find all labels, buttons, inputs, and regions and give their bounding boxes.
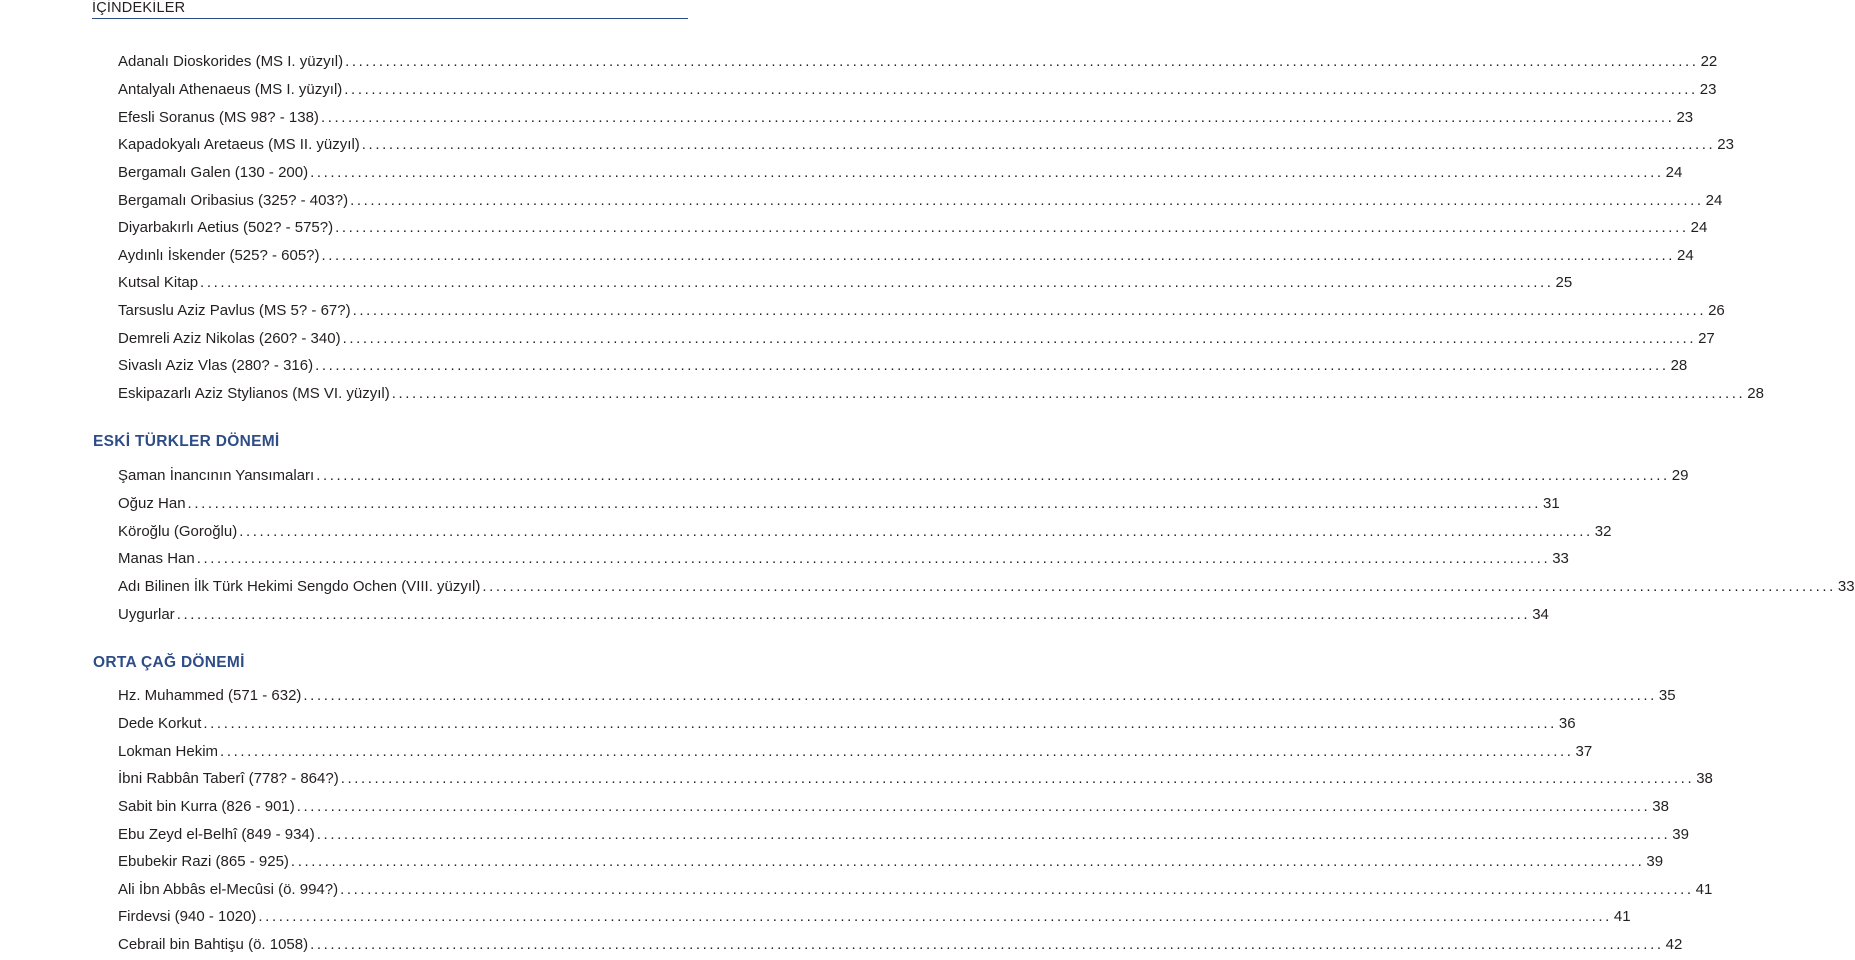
running-head xyxy=(92,0,688,19)
dot-leader: ........................................................................................................................................................................................................ xyxy=(176,606,1531,623)
dot-leader: ........................................................................................................................................................................................................ xyxy=(310,164,1664,181)
dot-leader: ........................................................................................................................................................................................................ xyxy=(303,687,1657,704)
toc-entry-page: 38 xyxy=(1652,798,1669,815)
toc-entry[interactable] xyxy=(118,191,1723,211)
toc-entry-title: Uygurlar xyxy=(118,606,175,623)
dot-leader: ........................................................................................................................................................................................................ xyxy=(335,219,1689,236)
toc-entry-title: Sivaslı Aziz Vlas (280? - 316) xyxy=(118,357,314,374)
toc-entry-title: Aydınlı İskender (525? - 605?) xyxy=(118,247,320,264)
dot-leader: ........................................................................................................................................................................................................ xyxy=(345,53,1699,70)
dot-leader: ........................................................................................................................................................................................................ xyxy=(350,192,1704,209)
toc-entry[interactable] xyxy=(118,769,1713,789)
toc-entry-page: 29 xyxy=(1671,467,1689,484)
toc-entry-page: 35 xyxy=(1658,687,1676,704)
toc-entry-title: Cebrail bin Bahtişu (ö. 1058) xyxy=(118,936,309,953)
toc-entry-page: 28 xyxy=(1747,385,1764,402)
toc-entry-title: Kutsal Kitap xyxy=(118,274,199,291)
toc-entry-title: Demreli Aziz Nikolas (260? - 340) xyxy=(118,330,341,347)
toc-entry-page: 39 xyxy=(1672,826,1689,843)
toc-entry-title: Sabit bin Kurra (826 - 901) xyxy=(118,798,295,815)
toc-entry-title: Kapadokyalı Aretaeus (MS II. yüzyıl) xyxy=(118,136,360,153)
toc-entry-page: 24 xyxy=(1665,164,1683,181)
dot-leader: ........................................................................................................................................................................................................ xyxy=(340,881,1694,898)
toc-entry[interactable] xyxy=(118,605,1549,625)
toc-entry-page: 26 xyxy=(1708,302,1725,319)
toc-entry[interactable] xyxy=(118,577,1855,597)
toc-entry-page: 28 xyxy=(1670,357,1688,374)
toc-entry-page: 23 xyxy=(1676,109,1694,126)
toc-entry-page: 33 xyxy=(1552,550,1569,567)
toc-entry[interactable] xyxy=(118,384,1764,404)
dot-leader: ........................................................................................................................................................................................................ xyxy=(316,826,1671,843)
toc-entry-page: 33 xyxy=(1837,578,1855,595)
toc-entry-title: Lokman Hekim xyxy=(118,743,219,760)
toc-entry[interactable] xyxy=(118,714,1576,734)
dot-leader: ........................................................................................................................................................................................................ xyxy=(344,81,1698,98)
toc-entry-page: 22 xyxy=(1700,53,1718,70)
dot-leader: ........................................................................................................................................................................................................ xyxy=(352,302,1707,319)
toc-entry-page: 39 xyxy=(1646,853,1664,870)
toc-entry-page: 24 xyxy=(1705,192,1723,209)
dot-leader: ........................................................................................................................................................................................................ xyxy=(320,109,1675,126)
toc-entry[interactable] xyxy=(118,825,1689,845)
toc-entry-page: 24 xyxy=(1677,247,1694,264)
toc-entry-page: 41 xyxy=(1613,908,1631,925)
toc-entry[interactable] xyxy=(118,218,1708,238)
dot-leader: ........................................................................................................................................................................................................ xyxy=(258,908,1612,925)
toc-entry[interactable] xyxy=(118,494,1560,514)
toc-entry-page: 27 xyxy=(1698,330,1715,347)
toc-entry-title: İbni Rabbân Taberî (778? - 864?) xyxy=(118,770,339,787)
toc-entry[interactable] xyxy=(118,80,1717,100)
toc-entry-page: 38 xyxy=(1696,770,1713,787)
toc-entry[interactable] xyxy=(118,108,1694,128)
toc-entry-title: Ali İbn Abbâs el-Mecûsi (ö. 994?) xyxy=(118,881,339,898)
toc-entry-page: 41 xyxy=(1695,881,1713,898)
dot-leader: ........................................................................................................................................................................................................ xyxy=(239,523,1593,540)
toc-entry-page: 37 xyxy=(1575,743,1593,760)
toc-entry-title: Eskipazarlı Aziz Stylianos (MS VI. yüzyıl) xyxy=(118,385,390,402)
toc-entry-title: Hz. Muhammed (571 - 632) xyxy=(118,687,302,704)
toc-entry-page: 24 xyxy=(1690,219,1708,236)
toc-entry-title: Adanalı Dioskorides (MS I. yüzyıl) xyxy=(118,53,344,70)
toc-entry-title: Köroğlu (Goroğlu) xyxy=(118,523,238,540)
dot-leader: ........................................................................................................................................................................................................ xyxy=(220,743,1574,760)
toc-entry-page: 31 xyxy=(1543,495,1560,512)
section-heading: ORTA ÇAĞ DÖNEMİ xyxy=(93,654,245,671)
toc-entry-page: 23 xyxy=(1699,81,1717,98)
toc-entry-title: Oğuz Han xyxy=(118,495,186,512)
toc-entry-title: Efesli Soranus (MS 98? - 138) xyxy=(118,109,319,126)
toc-entry-title: Ebu Zeyd el-Belhî (849 - 934) xyxy=(118,826,315,843)
dot-leader: ........................................................................................................................................................................................................ xyxy=(290,853,1645,870)
toc-entry-title: Bergamalı Oribasius (325? - 403?) xyxy=(118,192,349,209)
dot-leader: ........................................................................................................................................................................................................ xyxy=(482,578,1836,595)
dot-leader: ........................................................................................................................................................................................................ xyxy=(196,550,1551,567)
toc-entry-title: Dede Korkut xyxy=(118,715,202,732)
toc-entry-title: Adı Bilinen İlk Türk Hekimi Sengdo Ochen (VIII. yüzyıl) xyxy=(118,578,481,595)
dot-leader: ........................................................................................................................................................................................................ xyxy=(340,770,1695,787)
toc-entry[interactable] xyxy=(118,935,1683,955)
toc-entry[interactable] xyxy=(118,797,1669,817)
toc-entry[interactable] xyxy=(118,522,1612,542)
toc-entry-page: 23 xyxy=(1717,136,1734,153)
toc-entry-page: 42 xyxy=(1665,936,1683,953)
toc-entry-title: Firdevsi (940 - 1020) xyxy=(118,908,257,925)
toc-entry[interactable] xyxy=(118,907,1631,927)
toc-entry-page: 34 xyxy=(1532,606,1549,623)
toc-entry[interactable] xyxy=(118,686,1676,706)
dot-leader: ........................................................................................................................................................................................................ xyxy=(200,274,1554,291)
toc-entry-title: Bergamalı Galen (130 - 200) xyxy=(118,164,309,181)
toc-entry[interactable] xyxy=(118,742,1593,762)
toc-entry-title: Antalyalı Athenaeus (MS I. yüzyıl) xyxy=(118,81,343,98)
toc-entry-title: Tarsuslu Aziz Pavlus (MS 5? - 67?) xyxy=(118,302,351,319)
toc-entry-page: 36 xyxy=(1558,715,1576,732)
dot-leader: ........................................................................................................................................................................................................ xyxy=(321,247,1676,264)
toc-entry[interactable] xyxy=(118,52,1718,72)
dot-leader: ........................................................................................................................................................................................................ xyxy=(361,136,1716,153)
dot-leader: ........................................................................................................................................................................................................ xyxy=(342,330,1697,347)
toc-entry[interactable] xyxy=(118,329,1715,349)
toc-entry[interactable] xyxy=(118,549,1569,569)
dot-leader: ........................................................................................................................................................................................................ xyxy=(310,936,1664,953)
toc-entry-title: Şaman İnancının Yansımaları xyxy=(118,467,315,484)
toc-entry[interactable] xyxy=(118,246,1694,266)
toc-entry[interactable] xyxy=(118,880,1713,900)
toc-entry-title: Ebubekir Razi (865 - 925) xyxy=(118,853,289,870)
toc-entry[interactable] xyxy=(118,852,1664,872)
toc-entry-title: Diyarbakırlı Aetius (502? - 575?) xyxy=(118,219,334,236)
toc-entry[interactable] xyxy=(118,356,1688,376)
dot-leader: ........................................................................................................................................................................................................ xyxy=(391,385,1746,402)
running-head-title: İÇİNDEKİLER xyxy=(92,0,186,16)
toc-entry[interactable] xyxy=(118,466,1689,486)
toc-entry[interactable] xyxy=(118,135,1734,155)
toc-entry-page: 25 xyxy=(1555,274,1573,291)
toc-entry-page: 32 xyxy=(1594,523,1612,540)
dot-leader: ........................................................................................................................................................................................................ xyxy=(315,357,1669,374)
dot-leader: ........................................................................................................................................................................................................ xyxy=(187,495,1542,512)
dot-leader: ........................................................................................................................................................................................................ xyxy=(203,715,1557,732)
dot-leader: ........................................................................................................................................................................................................ xyxy=(316,467,1670,484)
section-heading: ESKİ TÜRKLER DÖNEMİ xyxy=(93,433,280,450)
toc-entry[interactable] xyxy=(118,301,1725,321)
dot-leader: ........................................................................................................................................................................................................ xyxy=(296,798,1651,815)
toc-entry[interactable] xyxy=(118,273,1573,293)
toc-entry-title: Manas Han xyxy=(118,550,195,567)
toc-entry[interactable] xyxy=(118,163,1683,183)
